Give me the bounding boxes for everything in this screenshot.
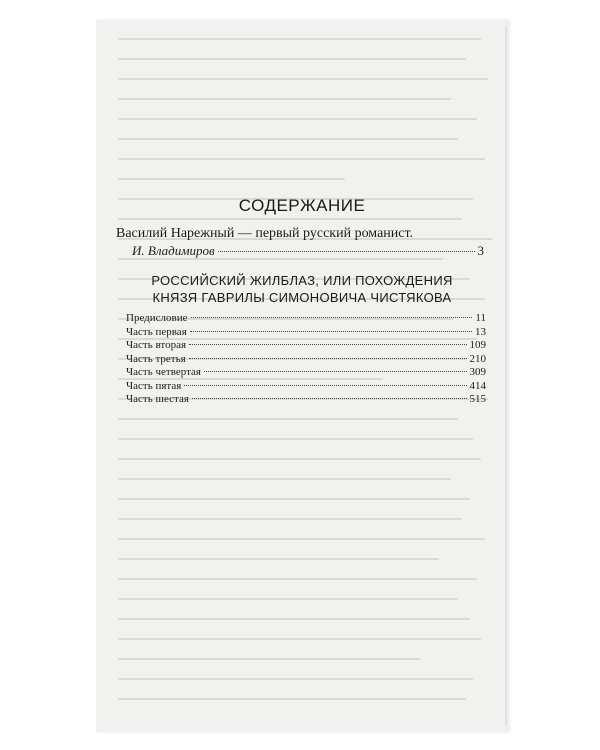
dot-leader (192, 398, 467, 399)
toc-entry-label: Часть вторая (126, 339, 187, 351)
contents-heading: СОДЕРЖАНИЕ (238, 196, 366, 215)
show-through-line (118, 618, 470, 620)
show-through-line (118, 578, 477, 580)
show-through-line (118, 458, 481, 460)
dot-leader (204, 371, 467, 372)
show-through-line (118, 158, 485, 160)
show-through-line (118, 498, 470, 500)
show-through-line (118, 118, 477, 120)
toc-entry-page: 109 (469, 339, 486, 351)
intro-article-page: 3 (477, 243, 484, 258)
dot-leader (218, 251, 475, 252)
dot-leader (190, 331, 472, 332)
toc-entry-label: Часть шестая (126, 393, 189, 405)
show-through-line (118, 98, 451, 100)
toc-entry-label: Часть третья (126, 352, 186, 365)
show-through-line (118, 638, 481, 640)
show-through-line (118, 218, 462, 220)
page-edge-shadow (505, 26, 511, 726)
show-through-line (118, 558, 439, 560)
toc-entry (126, 380, 486, 394)
show-through-line (118, 78, 488, 80)
show-through-line (118, 538, 485, 540)
novel-title-line-2: КНЯЗЯ ГАВРИЛЫ СИМОНОВИЧА ЧИСТЯКОВА (152, 290, 452, 305)
show-through-line (118, 138, 458, 140)
dot-leader (191, 317, 473, 318)
dot-leader (189, 358, 467, 359)
show-through-line (118, 478, 451, 480)
toc-entry (126, 326, 486, 340)
toc-entry-label: Часть первая (126, 325, 187, 338)
show-through-line (118, 518, 462, 520)
toc-entry (126, 393, 486, 407)
intro-article-author: И. Владимиров (132, 243, 215, 258)
show-through-line (118, 698, 466, 700)
toc-entry-label: Часть пятая (126, 379, 182, 392)
toc-entry (126, 312, 486, 326)
novel-title-line-1: РОССИЙСКИЙ ЖИЛБЛАЗ, ИЛИ ПОХОЖДЕНИЯ (151, 273, 453, 288)
toc-entry-label: Часть четвертая (126, 366, 201, 378)
toc-entry-page: 515 (469, 393, 486, 405)
show-through-line (118, 678, 473, 680)
show-through-line (118, 418, 458, 420)
toc-entry-page: 309 (469, 366, 486, 378)
show-through-line (118, 58, 466, 60)
intro-article-entry (132, 243, 484, 260)
show-through-line (118, 38, 481, 40)
toc-entry-page: 414 (469, 379, 486, 392)
toc-entry (126, 353, 486, 367)
dot-leader (184, 385, 466, 386)
show-through-line (118, 178, 345, 180)
show-through-line (118, 658, 420, 660)
toc-entry (126, 339, 486, 353)
toc-entry-label: Предисловие (126, 312, 188, 324)
show-through-line (118, 598, 458, 600)
toc-entry-page: 11 (475, 312, 486, 324)
dot-leader (189, 344, 466, 345)
novel-title (96, 272, 508, 306)
intro-article-title: Василий Нарежный — первый русский романист. (116, 226, 414, 241)
toc-entry-page: 210 (469, 352, 486, 365)
show-through-line (118, 438, 473, 440)
toc-entry-page: 13 (475, 325, 486, 338)
toc-entry (126, 366, 486, 380)
toc-list (126, 312, 486, 407)
